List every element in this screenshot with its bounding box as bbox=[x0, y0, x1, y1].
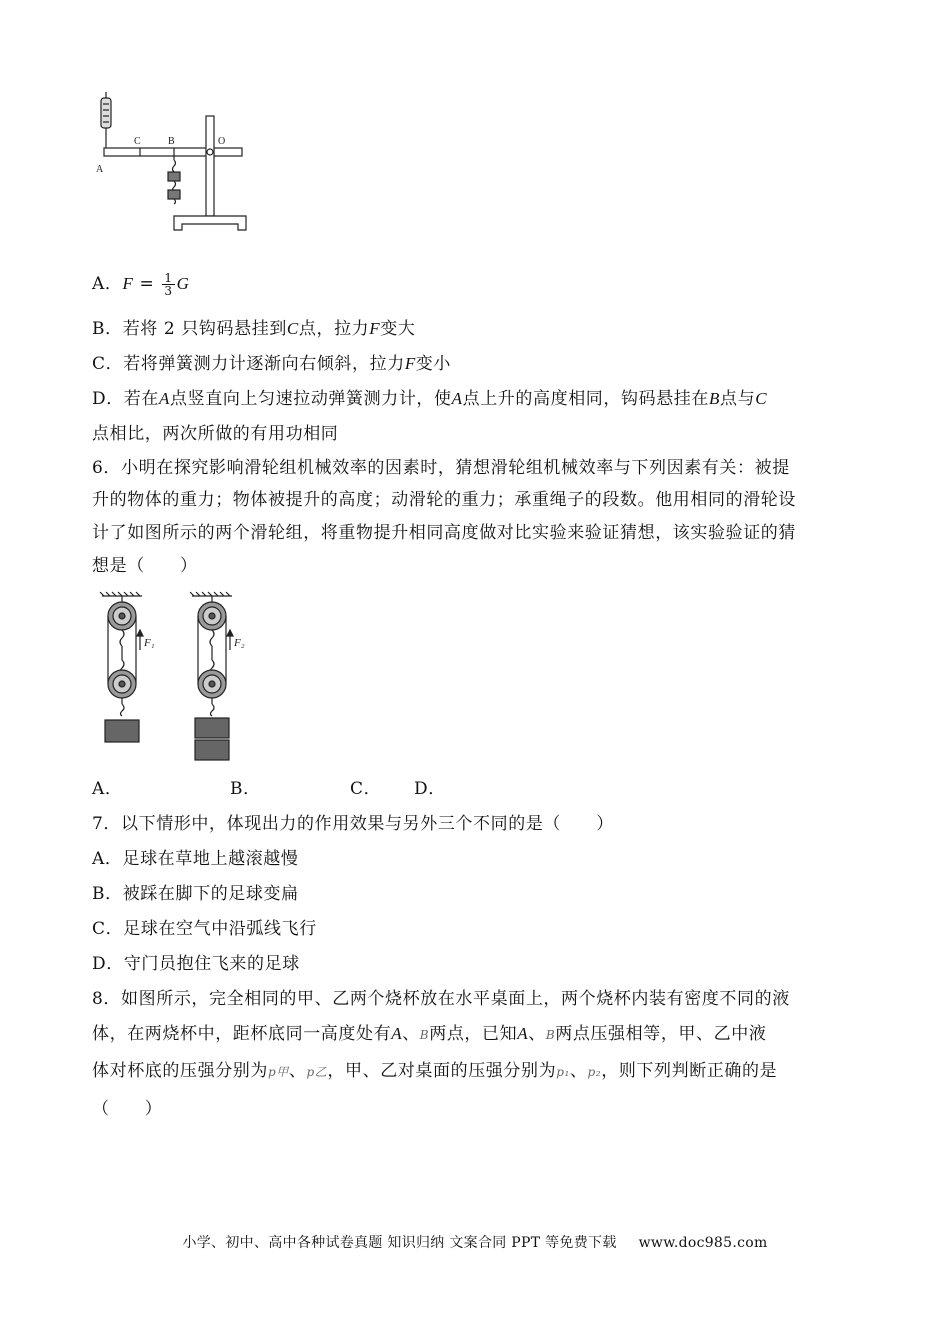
q8-stem-line3: 体对杯底的压强分别为p甲、p乙，甲、乙对桌面的压强分别为p₁、p₂，则下列判断正确的是 bbox=[92, 1061, 778, 1081]
force-label-f2: F₂ bbox=[234, 637, 245, 649]
q7-option-b: B．被踩在脚下的足球变扁 bbox=[92, 884, 299, 904]
fraction-one-third: $\frac{1}{3}$ bbox=[164, 271, 173, 298]
q8-stem-line1: 8．如图所示，完全相同的甲、乙两个烧杯放在水平桌面上，两个烧杯内装有密度不同的液 bbox=[92, 989, 790, 1009]
q7-option-c: C．足球在空气中沿弧线飞行 bbox=[92, 919, 317, 939]
lever-figure bbox=[92, 90, 252, 250]
q6-stem-line: 6．小明在探究影响滑轮组机械效率的因素时，猜想滑轮组机械效率与下列因素有关：被提 bbox=[92, 458, 790, 478]
q5-option-b: B．若将 2 只钩码悬挂到C点，拉力F变大 bbox=[92, 319, 416, 339]
q5-option-c: C．若将弹簧测力计逐渐向右倾斜，拉力F变小 bbox=[92, 354, 451, 374]
footer-url[interactable]: www.doc985.com bbox=[638, 1235, 768, 1251]
q6-option-a: A． bbox=[92, 779, 123, 799]
q7-stem: 7．以下情形中，体现出力的作用效果与另外三个不同的是（ ） bbox=[92, 814, 614, 834]
q6-option-c: C． bbox=[350, 779, 382, 799]
q6-stem-line: 计了如图所示的两个滑轮组，将重物提升相同高度做对比实验来验证猜想，该实验验证的猜 bbox=[92, 523, 796, 543]
q5-option-d: D．若在A点竖直向上匀速拉动弹簧测力计，使A点上升的高度相同，钩码悬挂在B点与C bbox=[92, 389, 768, 409]
page-footer bbox=[0, 1232, 950, 1252]
pulley-figure bbox=[96, 590, 256, 762]
q6-options bbox=[92, 778, 446, 800]
q6-option-b: B． bbox=[230, 779, 261, 799]
q6-stem-line: 升的物体的重力；物体被提升的高度；动滑轮的重力；承重绳子的段数。他用相同的滑轮设 bbox=[92, 490, 796, 510]
q7-option-a: A．足球在草地上越滚越慢 bbox=[92, 849, 299, 869]
q5-option-d-line2: 点相比，两次所做的有用功相同 bbox=[92, 424, 339, 444]
footer-text: 小学、初中、高中各种试卷真题 知识归纳 文案合同 PPT 等免费下载 bbox=[182, 1235, 617, 1251]
lever-label-o: O bbox=[218, 136, 226, 147]
q6-option-d: D． bbox=[414, 779, 446, 799]
lever-label-a: A bbox=[96, 164, 104, 175]
force-label-f1: F₁ bbox=[144, 637, 155, 649]
q8-stem-line4: （ ） bbox=[92, 1099, 163, 1119]
q5-option-a: A．F = $\frac{1}{3}$ G bbox=[92, 271, 190, 298]
q7-option-d: D．守门员抱住飞来的足球 bbox=[92, 954, 300, 974]
lever-label-c: C bbox=[134, 136, 141, 147]
lever-label-b: B bbox=[168, 136, 175, 147]
q6-stem-line: 想是（ ） bbox=[92, 556, 198, 576]
q8-stem-line2: 体，在两烧杯中，距杯底同一高度处有A、B两点，已知A、B两点压强相等，甲、乙中液 bbox=[92, 1024, 767, 1044]
